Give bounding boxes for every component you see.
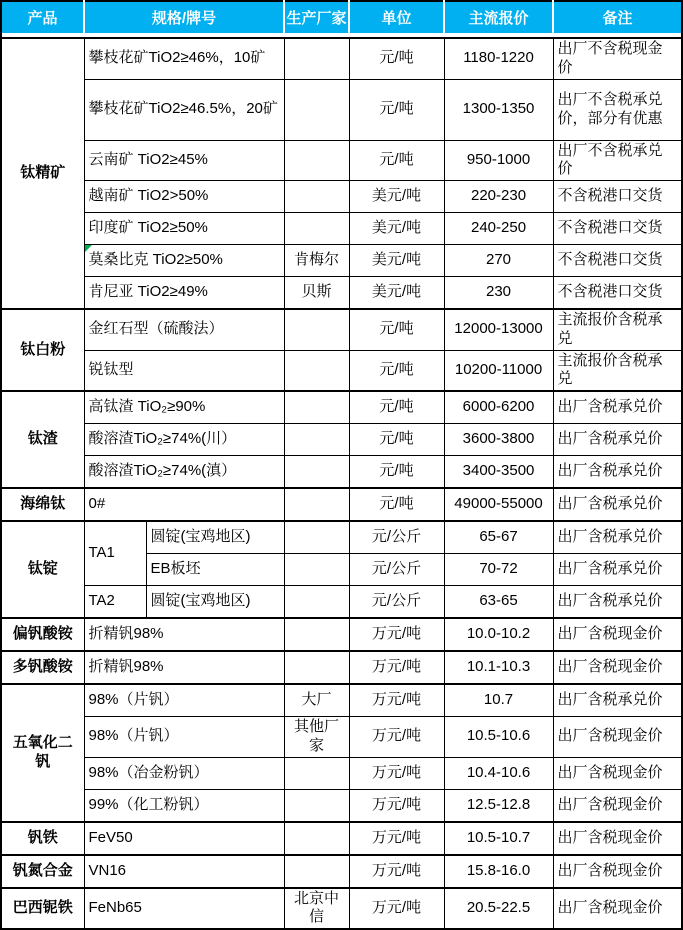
unit-cell: 万元/吨 bbox=[349, 822, 444, 855]
unit-cell: 元/吨 bbox=[349, 456, 444, 489]
manufacturer-cell bbox=[284, 586, 349, 619]
manufacturer-cell bbox=[284, 38, 349, 79]
unit-cell: 元/公斤 bbox=[349, 521, 444, 554]
manufacturer-cell bbox=[284, 213, 349, 245]
unit-cell: 万元/吨 bbox=[349, 684, 444, 717]
note-cell: 出厂不含税承兑价 bbox=[553, 140, 682, 181]
price-cell: 10.5-10.7 bbox=[444, 822, 553, 855]
spec-cell: 98%（冶金粉钒） bbox=[84, 757, 284, 789]
note-cell: 出厂含税承兑价 bbox=[553, 488, 682, 521]
col-header-unit: 单位 bbox=[349, 1, 444, 38]
table-row bbox=[1, 309, 682, 350]
unit-cell: 万元/吨 bbox=[349, 717, 444, 758]
unit-cell: 元/公斤 bbox=[349, 586, 444, 619]
product-cell-baxinietie: 巴西铌铁 bbox=[1, 888, 84, 930]
product-cell-tijingkuang: 钛精矿 bbox=[1, 38, 84, 309]
product-cell-taibaifen: 钛白粉 bbox=[1, 309, 84, 391]
spec-cell: 99%（化工粉钒） bbox=[84, 789, 284, 822]
manufacturer-cell bbox=[284, 554, 349, 586]
manufacturer-cell bbox=[284, 521, 349, 554]
table-row bbox=[1, 79, 682, 140]
note-cell: 出厂含税现金价 bbox=[553, 822, 682, 855]
spec-cell: FeV50 bbox=[84, 822, 284, 855]
price-cell: 20.5-22.5 bbox=[444, 888, 553, 930]
unit-cell: 元/吨 bbox=[349, 424, 444, 456]
spec-cell: 酸溶渣TiO₂≥74%(滇） bbox=[84, 456, 284, 489]
manufacturer-cell bbox=[284, 140, 349, 181]
unit-cell: 元/吨 bbox=[349, 391, 444, 424]
unit-cell: 元/吨 bbox=[349, 79, 444, 140]
manufacturer-cell bbox=[284, 757, 349, 789]
price-cell: 950-1000 bbox=[444, 140, 553, 181]
price-cell: 6000-6200 bbox=[444, 391, 553, 424]
col-header-note: 备注 bbox=[553, 1, 682, 38]
manufacturer-cell: 肯梅尔 bbox=[284, 245, 349, 277]
note-cell: 出厂含税承兑价 bbox=[553, 391, 682, 424]
manufacturer-cell bbox=[284, 822, 349, 855]
spec-cell: 0# bbox=[84, 488, 284, 521]
manufacturer-cell: 北京中信 bbox=[284, 888, 349, 930]
table-row bbox=[1, 213, 682, 245]
spec-cell: 折精钒98% bbox=[84, 651, 284, 684]
unit-cell: 美元/吨 bbox=[349, 277, 444, 310]
table-row bbox=[1, 140, 682, 181]
price-cell: 3400-3500 bbox=[444, 456, 553, 489]
price-cell: 270 bbox=[444, 245, 553, 277]
unit-cell: 元/吨 bbox=[349, 309, 444, 350]
note-cell: 出厂含税承兑价 bbox=[553, 554, 682, 586]
manufacturer-cell bbox=[284, 456, 349, 489]
table-row bbox=[1, 181, 682, 213]
table-row bbox=[1, 789, 682, 822]
price-cell: 10200-11000 bbox=[444, 350, 553, 391]
table-row bbox=[1, 717, 682, 758]
spec-cell bbox=[84, 245, 284, 277]
note-cell: 出厂含税承兑价 bbox=[553, 684, 682, 717]
spec-cell: 高钛渣 TiO₂≥90% bbox=[84, 391, 284, 424]
note-cell: 出厂含税现金价 bbox=[553, 651, 682, 684]
price-cell: 1180-1220 bbox=[444, 38, 553, 79]
note-cell: 不含税港口交货 bbox=[553, 277, 682, 310]
note-cell: 出厂不含税现金价 bbox=[553, 38, 682, 79]
manufacturer-cell bbox=[284, 488, 349, 521]
note-cell: 出厂含税现金价 bbox=[553, 717, 682, 758]
manufacturer-cell: 其他厂家 bbox=[284, 717, 349, 758]
price-cell: 12.5-12.8 bbox=[444, 789, 553, 822]
price-cell: 70-72 bbox=[444, 554, 553, 586]
unit-cell: 美元/吨 bbox=[349, 213, 444, 245]
price-cell: 10.1-10.3 bbox=[444, 651, 553, 684]
product-cell-duofansuanan: 多钒酸铵 bbox=[1, 651, 84, 684]
manufacturer-cell bbox=[284, 181, 349, 213]
price-cell: 15.8-16.0 bbox=[444, 855, 553, 888]
table-row bbox=[1, 757, 682, 789]
manufacturer-cell bbox=[284, 789, 349, 822]
unit-cell: 元/公斤 bbox=[349, 554, 444, 586]
spec-cell: 酸溶渣TiO₂≥74%(川） bbox=[84, 424, 284, 456]
manufacturer-cell bbox=[284, 855, 349, 888]
manufacturer-cell bbox=[284, 79, 349, 140]
table-row bbox=[1, 618, 682, 651]
unit-cell: 美元/吨 bbox=[349, 181, 444, 213]
green-corner-marker-icon bbox=[85, 245, 92, 252]
note-cell: 出厂含税承兑价 bbox=[553, 456, 682, 489]
table-row bbox=[1, 456, 682, 489]
note-cell: 主流报价含税承兑 bbox=[553, 309, 682, 350]
price-cell: 220-230 bbox=[444, 181, 553, 213]
unit-cell: 万元/吨 bbox=[349, 855, 444, 888]
spec-cell: EB板坯 bbox=[146, 554, 284, 586]
spec-cell: 锐钛型 bbox=[84, 350, 284, 391]
spec-cell: 金红石型（硫酸法） bbox=[84, 309, 284, 350]
price-cell: 10.7 bbox=[444, 684, 553, 717]
col-header-manufacturer: 生产厂家 bbox=[284, 1, 349, 38]
note-cell: 不含税港口交货 bbox=[553, 213, 682, 245]
grade-cell-ta2: TA2 bbox=[84, 586, 146, 619]
col-header-price: 主流报价 bbox=[444, 1, 553, 38]
product-cell-wuyanghuaerfan: 五氧化二钒 bbox=[1, 684, 84, 822]
table-row bbox=[1, 822, 682, 855]
manufacturer-cell bbox=[284, 651, 349, 684]
product-cell-taiding: 钛锭 bbox=[1, 521, 84, 618]
table-row bbox=[1, 245, 682, 277]
table-row bbox=[1, 277, 682, 310]
manufacturer-cell bbox=[284, 424, 349, 456]
spec-cell: 圆锭(宝鸡地区) bbox=[146, 521, 284, 554]
table-row bbox=[1, 651, 682, 684]
spec-cell: 肯尼亚 TiO2≥49% bbox=[84, 277, 284, 310]
product-cell-taizha: 钛渣 bbox=[1, 391, 84, 488]
table-row bbox=[1, 855, 682, 888]
manufacturer-cell bbox=[284, 618, 349, 651]
price-cell: 1300-1350 bbox=[444, 79, 553, 140]
spec-cell: FeNb65 bbox=[84, 888, 284, 930]
spec-cell: 云南矿 TiO2≥45% bbox=[84, 140, 284, 181]
spec-cell: 折精钒98% bbox=[84, 618, 284, 651]
spec-cell: VN16 bbox=[84, 855, 284, 888]
table-row bbox=[1, 424, 682, 456]
note-cell: 不含税港口交货 bbox=[553, 181, 682, 213]
unit-cell: 元/吨 bbox=[349, 140, 444, 181]
product-cell-fandanhejin: 钒氮合金 bbox=[1, 855, 84, 888]
note-cell: 出厂含税承兑价 bbox=[553, 424, 682, 456]
price-cell: 3600-3800 bbox=[444, 424, 553, 456]
unit-cell: 万元/吨 bbox=[349, 618, 444, 651]
manufacturer-cell bbox=[284, 309, 349, 350]
unit-cell: 万元/吨 bbox=[349, 651, 444, 684]
spec-cell: 攀枝花矿TiO2≥46.5%，20矿 bbox=[84, 79, 284, 140]
spec-cell: 越南矿 TiO2>50% bbox=[84, 181, 284, 213]
product-cell-haimiantai: 海绵钛 bbox=[1, 488, 84, 521]
table-row bbox=[1, 684, 682, 717]
note-cell: 不含税港口交货 bbox=[553, 245, 682, 277]
note-cell: 出厂含税现金价 bbox=[553, 618, 682, 651]
price-cell: 10.5-10.6 bbox=[444, 717, 553, 758]
manufacturer-cell: 大厂 bbox=[284, 684, 349, 717]
price-cell: 230 bbox=[444, 277, 553, 310]
grade-cell-ta1: TA1 bbox=[84, 521, 146, 586]
col-header-spec: 规格/牌号 bbox=[84, 1, 284, 38]
note-cell: 出厂不含税承兑价，部分有优惠 bbox=[553, 79, 682, 140]
note-cell: 出厂含税现金价 bbox=[553, 888, 682, 930]
price-cell: 10.0-10.2 bbox=[444, 618, 553, 651]
note-cell: 出厂含税现金价 bbox=[553, 789, 682, 822]
unit-cell: 美元/吨 bbox=[349, 245, 444, 277]
unit-cell: 万元/吨 bbox=[349, 757, 444, 789]
table-row bbox=[1, 391, 682, 424]
table-row bbox=[1, 350, 682, 391]
spec-text: 莫桑比克 TiO2≥50% bbox=[88, 251, 223, 269]
note-cell: 出厂含税承兑价 bbox=[553, 521, 682, 554]
manufacturer-cell bbox=[284, 391, 349, 424]
spec-cell: 印度矿 TiO2≥50% bbox=[84, 213, 284, 245]
spec-cell: 98%（片钒） bbox=[84, 684, 284, 717]
price-cell: 12000-13000 bbox=[444, 309, 553, 350]
table-row bbox=[1, 586, 682, 619]
col-header-product: 产品 bbox=[1, 1, 84, 38]
table-row bbox=[1, 38, 682, 79]
product-cell-pianfansuanan: 偏钒酸铵 bbox=[1, 618, 84, 651]
table-row bbox=[1, 521, 682, 554]
note-cell: 出厂含税现金价 bbox=[553, 757, 682, 789]
note-cell: 主流报价含税承兑 bbox=[553, 350, 682, 391]
product-cell-fantie: 钒铁 bbox=[1, 822, 84, 855]
note-cell: 出厂含税现金价 bbox=[553, 855, 682, 888]
manufacturer-cell bbox=[284, 350, 349, 391]
table-row bbox=[1, 488, 682, 521]
unit-cell: 元/吨 bbox=[349, 488, 444, 521]
spec-cell: 圆锭(宝鸡地区) bbox=[146, 586, 284, 619]
table-row bbox=[1, 888, 682, 930]
unit-cell: 万元/吨 bbox=[349, 789, 444, 822]
note-cell: 出厂含税承兑价 bbox=[553, 586, 682, 619]
price-cell: 240-250 bbox=[444, 213, 553, 245]
price-cell: 10.4-10.6 bbox=[444, 757, 553, 789]
unit-cell: 万元/吨 bbox=[349, 888, 444, 930]
unit-cell: 元/吨 bbox=[349, 350, 444, 391]
price-cell: 49000-55000 bbox=[444, 488, 553, 521]
unit-cell: 元/吨 bbox=[349, 38, 444, 79]
price-cell: 63-65 bbox=[444, 586, 553, 619]
spec-cell: 98%（片钒） bbox=[84, 717, 284, 758]
manufacturer-cell: 贝斯 bbox=[284, 277, 349, 310]
header-row bbox=[1, 1, 682, 38]
price-cell: 65-67 bbox=[444, 521, 553, 554]
spec-cell: 攀枝花矿TiO2≥46%，10矿 bbox=[84, 38, 284, 79]
